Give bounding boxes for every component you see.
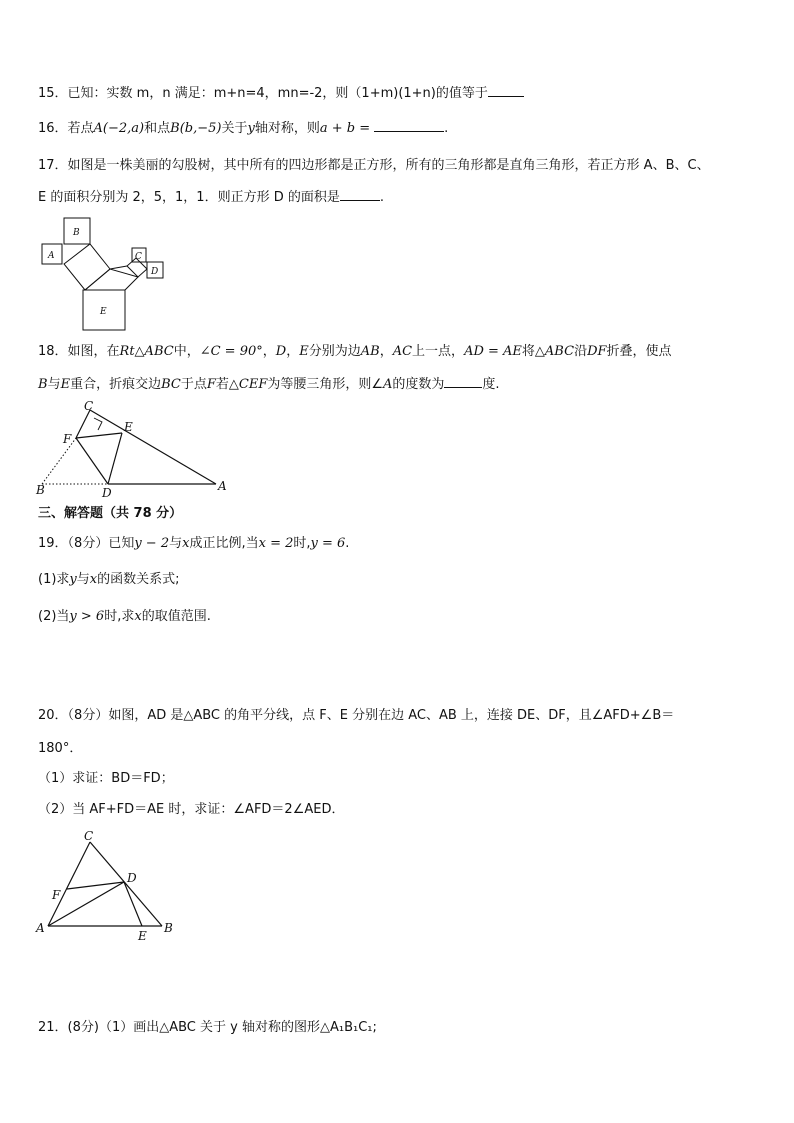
q18-abc: ABC <box>544 344 575 359</box>
q18-df: DF <box>587 344 607 359</box>
label-c: C <box>84 399 94 413</box>
section-3-title: 三、解答题（共 78 分） <box>38 506 183 521</box>
answer-blank-18 <box>444 374 482 388</box>
q18-text: ， <box>379 344 393 359</box>
q16-suffix: . <box>444 121 449 136</box>
label-f: F <box>52 888 61 902</box>
label-e: E <box>100 307 107 317</box>
q19-text: 与 <box>169 536 183 551</box>
side-ca <box>90 410 216 484</box>
q19-text: 成正比例,当 <box>189 536 259 551</box>
q16-axis: y <box>247 121 255 136</box>
q16-mid3: 轴对称，则 <box>254 121 320 136</box>
pythagoras-tree-figure <box>40 214 170 332</box>
question-19 <box>38 535 349 553</box>
q19-p1-text: (1)求 <box>38 572 70 587</box>
label-b: B <box>73 228 80 238</box>
connector-line <box>110 266 127 269</box>
label-d: D <box>127 871 137 885</box>
q18-side-ac: AC <box>392 344 413 359</box>
q19-value: y = 6 <box>310 536 346 551</box>
question-16 <box>38 118 448 138</box>
q18-text: 18．如图，在 <box>38 344 120 359</box>
q19-condition: x = 2 <box>258 536 294 551</box>
q16-mid2: 关于 <box>221 121 248 136</box>
segment-fd <box>67 882 124 889</box>
q18-text: 的度数为 <box>392 377 445 392</box>
q18-equation: AD = AE <box>464 344 522 359</box>
q18-triangle: Rt△ABC <box>119 344 174 359</box>
q18-text: ， <box>286 344 300 359</box>
q19-x: x <box>182 536 190 551</box>
label-d: D <box>151 267 159 277</box>
right-angle-mark <box>94 418 102 430</box>
q18-angle: ∠C = 90° <box>199 344 263 359</box>
q16-mid1: 和点 <box>144 121 171 136</box>
q18-point-e: E <box>299 344 309 359</box>
question-20-line1: 20．（8分）如图，AD 是△ABC 的角平分线，点 F、E 分别在边 AC、AB 上，连接 DE、DF，且∠AFD+∠B＝ <box>38 708 675 723</box>
question-20-part1: （1）求证：BD＝FD； <box>38 771 174 786</box>
q18-text: 沿 <box>574 344 588 359</box>
q19-p1-y: y <box>69 572 77 587</box>
label-b: B <box>164 921 173 935</box>
question-21: 21．(8分)（1）画出△ABC 关于 y 轴对称的图形△A₁B₁C₁; <box>38 1020 377 1035</box>
q18-text: 度. <box>482 377 500 392</box>
q18-point-d: D <box>275 344 287 359</box>
question-19-part1 <box>38 571 180 589</box>
segment-de <box>108 433 122 484</box>
q17-suffix: . <box>379 190 384 205</box>
angle-bisector-figure <box>36 828 186 943</box>
q18-point-e2: E <box>60 377 71 392</box>
question-20-line2: 180°． <box>38 741 83 756</box>
label-c: C <box>84 829 94 843</box>
connector-lines <box>85 269 138 290</box>
q19-text: 19．（8分）已知 <box>38 536 135 551</box>
q18-text: 中， <box>173 344 200 359</box>
question-20-part2: （2）当 AF+FD＝AE 时，求证：∠AFD＝2∠AED． <box>38 802 345 817</box>
label-d: D <box>102 486 112 500</box>
q19-expr: y − 2 <box>134 536 170 551</box>
q18-point-a: A <box>383 377 393 392</box>
q18-text: 为等腰三角形，则∠ <box>267 377 384 392</box>
q18-text: 与 <box>47 377 61 392</box>
question-17-line1: 17．如图是一株美丽的勾股树，其中所有的四边形都是正方形，所有的三角形都是直角三角形，若正方形 A、B、C、 <box>38 158 710 173</box>
folding-triangle-figure <box>34 398 234 502</box>
question-18-line1 <box>38 343 672 361</box>
q19-text: 时, <box>293 536 311 551</box>
label-c: C <box>135 252 142 262</box>
q18-cef: CEF <box>238 377 268 392</box>
answer-blank-17 <box>340 187 380 201</box>
label-a: A <box>36 921 45 935</box>
q16-point-a: A(−2,a) <box>93 121 145 136</box>
q19-p1-text: 与 <box>76 572 90 587</box>
q19-p2-text: 的取值范围. <box>141 609 211 624</box>
q18-side-bc: BC <box>161 377 181 392</box>
q18-point-b: B <box>38 377 48 392</box>
label-f: F <box>63 432 72 446</box>
left-tilted-square <box>64 244 110 290</box>
label-e: E <box>138 929 147 943</box>
q16-point-b: B(b,−5) <box>170 121 222 136</box>
q18-text: 重合，折痕交边 <box>70 377 162 392</box>
q19-p1-text: 的函数关系式; <box>97 572 180 587</box>
question-15 <box>38 83 524 103</box>
answer-blank-16 <box>374 118 444 132</box>
q17-line2-text: E 的面积分别为 2，5，1，1．则正方形 D 的面积是 <box>38 190 340 205</box>
q19-text: . <box>345 536 350 551</box>
answer-blank-15 <box>488 83 524 97</box>
q18-text: 将△ <box>521 344 545 359</box>
q15-text: 15．已知：实数 m，n 满足：m+n=4，mn=-2，则（1+m)(1+n)的值等于 <box>38 86 488 101</box>
segment-fe <box>76 433 122 438</box>
q18-text: 上一点， <box>412 344 465 359</box>
side-cb <box>90 842 162 926</box>
q18-text: 于点 <box>180 377 207 392</box>
q18-text: 分别为边 <box>308 344 361 359</box>
label-b: B <box>36 483 45 497</box>
q19-p2-text: (2)当 <box>38 609 70 624</box>
q18-side-ab: AB <box>360 344 380 359</box>
label-a: A <box>218 479 227 493</box>
q16-prefix: 16．若点 <box>38 121 94 136</box>
question-19-part2 <box>38 608 211 626</box>
q18-text: 若△ <box>215 377 239 392</box>
label-e: E <box>124 420 133 434</box>
q19-p2-text: 时,求 <box>104 609 135 624</box>
side-cf <box>76 410 90 438</box>
q19-p2-condition: y > 6 <box>69 609 105 624</box>
q19-p2-x: x <box>134 609 142 624</box>
q16-expr: a + b = <box>319 121 371 136</box>
segment-de <box>124 882 142 926</box>
q19-p1-x: x <box>89 572 98 587</box>
fold-df <box>76 438 108 484</box>
q18-point-f: F <box>206 377 216 392</box>
question-17-line2 <box>38 187 384 207</box>
question-18-line2 <box>38 374 500 394</box>
q18-text: ， <box>262 344 276 359</box>
label-a: A <box>48 251 55 261</box>
q18-text: 折叠，使点 <box>606 344 672 359</box>
